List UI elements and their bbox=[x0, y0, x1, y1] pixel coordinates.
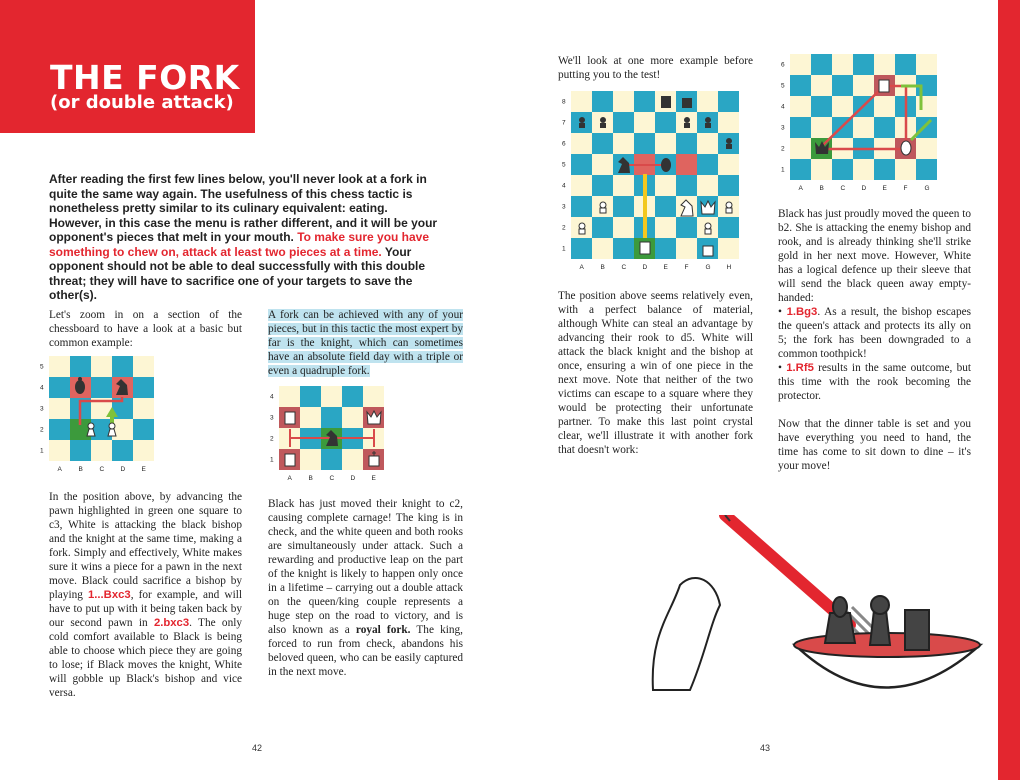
rank-label: 7 bbox=[562, 119, 566, 127]
board-square bbox=[571, 175, 592, 196]
board-square bbox=[342, 386, 363, 407]
board-4 bbox=[766, 50, 946, 200]
board-square bbox=[916, 117, 937, 138]
intro-highlight: To make sure you have something to chew on, attack at least two pieces at a time. bbox=[49, 230, 430, 259]
rank-label: 5 bbox=[562, 161, 566, 169]
board-square bbox=[49, 377, 70, 398]
board-square bbox=[571, 196, 592, 217]
rank-label: 2 bbox=[562, 224, 566, 232]
board-square bbox=[613, 175, 634, 196]
board-3-file-labels bbox=[580, 264, 732, 271]
board-square bbox=[916, 54, 937, 75]
file-label: A bbox=[57, 466, 62, 473]
board-square bbox=[655, 217, 676, 238]
board-square bbox=[832, 75, 853, 96]
rank-label: 2 bbox=[40, 426, 44, 434]
board-square bbox=[592, 91, 613, 112]
board-square bbox=[133, 440, 154, 461]
board-square bbox=[70, 356, 91, 377]
rank-label: 6 bbox=[781, 61, 785, 69]
board-square bbox=[718, 217, 739, 238]
board-square bbox=[655, 238, 676, 259]
file-label: E bbox=[663, 264, 668, 271]
rank-label: 3 bbox=[562, 203, 566, 211]
board-2-rank-labels bbox=[270, 394, 274, 464]
chess-pawn-icon bbox=[705, 223, 711, 234]
board-square bbox=[832, 159, 853, 180]
board-square bbox=[874, 117, 895, 138]
file-label: C bbox=[99, 466, 105, 473]
rank-label: 3 bbox=[270, 414, 274, 422]
board-square bbox=[697, 154, 718, 175]
board-square bbox=[91, 377, 112, 398]
chess-pawn-icon bbox=[600, 202, 606, 213]
rank-label: 1 bbox=[562, 245, 566, 253]
file-label: G bbox=[705, 264, 711, 271]
board-square bbox=[832, 96, 853, 117]
board-square bbox=[718, 238, 739, 259]
board-square bbox=[571, 154, 592, 175]
board-square bbox=[133, 419, 154, 440]
board-square bbox=[300, 407, 321, 428]
board-square bbox=[363, 386, 384, 407]
title-banner bbox=[0, 0, 255, 133]
board-square bbox=[91, 356, 112, 377]
board-square bbox=[49, 398, 70, 419]
black-pawn-drawing bbox=[870, 610, 890, 645]
board-4-rank-labels bbox=[781, 62, 785, 174]
file-label: B bbox=[308, 475, 313, 482]
right-col1-explanation: The position above seems relatively even, with a perfect balance of material, although White can steal an advantage by advancing their rook to d5. White will attack the black knight and the bishop at once, ensuring a win of one piece in the next move. Note that neither of the two victims can escape to a square where they would be protecting their unfortunate partner. To make this last point crystal clear, we'll illustrate it with another fork that doesn't work: bbox=[558, 290, 753, 456]
right-page bbox=[510, 0, 1020, 780]
board-square bbox=[811, 117, 832, 138]
board-square bbox=[571, 91, 592, 112]
rank-label: 4 bbox=[781, 103, 785, 111]
board-square bbox=[571, 238, 592, 259]
board-square bbox=[853, 117, 874, 138]
intro-text-2: Your opponent should not be able to deal successfully with this double threat; they will have to sacrifice one of your targets to save the other(s). bbox=[49, 244, 426, 302]
board-square bbox=[300, 386, 321, 407]
board-3-red-square bbox=[676, 154, 697, 175]
board-square bbox=[853, 159, 874, 180]
board-square bbox=[613, 112, 634, 133]
black-rook-drawing bbox=[905, 610, 929, 650]
board-3-rank-labels bbox=[562, 99, 566, 253]
board-square bbox=[676, 217, 697, 238]
rank-label: 2 bbox=[270, 435, 274, 443]
file-label: C bbox=[329, 475, 335, 482]
col2-explanation: Black has just moved their knight to c2, causing complete carnage! The king is in check, and the white queen and both rooks are simultaneously under attack. Such a rewarding and productive leap on the part of the knight is likely to happen only once in a lifetime – carrying out a double attack on the queen/king couple represents a huge step on the road to victory, and is also known as a royal fork. The king, forced to run from check, abandons his beloved queen, who can be easily captured in the next move. bbox=[268, 498, 464, 678]
board-square bbox=[916, 159, 937, 180]
board-square bbox=[112, 356, 133, 377]
board-square bbox=[342, 407, 363, 428]
board-square bbox=[874, 159, 895, 180]
board-square bbox=[811, 96, 832, 117]
file-label: D bbox=[120, 466, 126, 473]
board-square bbox=[49, 419, 70, 440]
file-label: B bbox=[78, 466, 83, 473]
rank-label: 5 bbox=[781, 82, 785, 90]
board-4-squares bbox=[790, 54, 937, 180]
board-square bbox=[613, 133, 634, 154]
page-number-right: 43 bbox=[760, 743, 771, 753]
board-square bbox=[592, 175, 613, 196]
board-square bbox=[790, 75, 811, 96]
board-square bbox=[916, 96, 937, 117]
board-square bbox=[853, 54, 874, 75]
board-square bbox=[811, 54, 832, 75]
chess-rook-icon bbox=[285, 454, 295, 466]
board-square bbox=[49, 440, 70, 461]
board-square bbox=[634, 91, 655, 112]
board-square bbox=[300, 449, 321, 470]
board-square bbox=[895, 159, 916, 180]
board-square bbox=[613, 196, 634, 217]
board-1-rank-labels bbox=[40, 364, 44, 455]
col1-explanation: In the position above, by advancing the pawn highlighted in green one square to c3, White is attacking the black bishop and the knight at the same time, making a fork. Simply and effectively, White makes sure it wins a piece for a pawn in the next move. Black could sacrifice a bishop by playing 1...Bxc3, for example, and will have to put up with it being taken back by our second pawn in 2.bxc3. The only cold comfort available to Black is being able to choose which piece they are going to lose; if Black moves the knight, White will gobble up Black's bishop and vice versa. bbox=[49, 491, 242, 699]
intro-text-1: After reading the first few lines below, you'll never look at a fork in quite the same way again. The usefulness of this chess tactic is nonetheless pretty similar to its culinary equivalent: eating. However, in this case the menu is rather different, and it will be your opponent's pieces that melt in your mouth. bbox=[49, 172, 438, 244]
board-square bbox=[874, 54, 895, 75]
chess-rook-icon bbox=[640, 242, 650, 254]
board-square bbox=[655, 133, 676, 154]
file-label: C bbox=[840, 185, 846, 192]
board-square bbox=[613, 238, 634, 259]
chess-rook-icon bbox=[661, 96, 671, 108]
file-label: C bbox=[621, 264, 627, 271]
board-square bbox=[916, 138, 937, 159]
board-square bbox=[133, 377, 154, 398]
file-label: E bbox=[141, 466, 146, 473]
board-square bbox=[790, 117, 811, 138]
board-square bbox=[112, 419, 133, 440]
board-square bbox=[49, 356, 70, 377]
rank-label: 4 bbox=[562, 182, 566, 190]
board-square bbox=[91, 440, 112, 461]
chess-bishop-icon bbox=[901, 141, 911, 155]
board-square bbox=[811, 159, 832, 180]
file-label: F bbox=[684, 264, 689, 271]
chess-pawn-icon bbox=[579, 223, 585, 234]
file-label: D bbox=[642, 264, 648, 271]
board-square bbox=[112, 440, 133, 461]
move-notation: 1...Bxc3 bbox=[87, 589, 131, 601]
file-label: A bbox=[287, 475, 292, 482]
board-square bbox=[676, 133, 697, 154]
rank-label: 1 bbox=[781, 166, 785, 174]
file-label: A bbox=[798, 185, 803, 192]
chess-king-icon bbox=[682, 98, 692, 108]
board-square bbox=[592, 133, 613, 154]
rank-label: 3 bbox=[781, 124, 785, 132]
move-notation: 1.Rf5 bbox=[786, 362, 814, 374]
board-square bbox=[321, 449, 342, 470]
board-square bbox=[790, 96, 811, 117]
board-3 bbox=[552, 88, 757, 283]
board-square bbox=[697, 133, 718, 154]
board-1 bbox=[36, 355, 176, 480]
board-square bbox=[697, 91, 718, 112]
rank-label: 1 bbox=[40, 447, 44, 455]
board-square bbox=[718, 175, 739, 196]
board-square bbox=[133, 398, 154, 419]
rank-label: 2 bbox=[781, 145, 785, 153]
board-square bbox=[571, 133, 592, 154]
move-notation: 1.Bg3 bbox=[786, 306, 818, 318]
file-label: A bbox=[579, 264, 584, 271]
file-label: E bbox=[882, 185, 887, 192]
board-square bbox=[321, 407, 342, 428]
royal-fork-term: royal fork. bbox=[355, 624, 411, 636]
board-square bbox=[133, 356, 154, 377]
board-square bbox=[718, 91, 739, 112]
white-knight-drawing bbox=[653, 578, 720, 690]
chapter-title: THE FORK bbox=[50, 58, 240, 97]
board-square bbox=[832, 54, 853, 75]
board-square bbox=[613, 91, 634, 112]
board-square bbox=[655, 175, 676, 196]
chess-pawn-icon bbox=[726, 202, 732, 213]
board-square bbox=[790, 54, 811, 75]
board-2-file-labels bbox=[288, 475, 377, 482]
chess-bishop-icon bbox=[661, 158, 671, 172]
board-square bbox=[697, 175, 718, 196]
board-square bbox=[718, 154, 739, 175]
intro-paragraph bbox=[49, 172, 441, 303]
board-2 bbox=[255, 385, 400, 490]
fork-bowl-illustration bbox=[650, 515, 990, 715]
rank-label: 4 bbox=[270, 393, 274, 401]
rank-label: 3 bbox=[40, 405, 44, 413]
board-square bbox=[342, 449, 363, 470]
rank-label: 1 bbox=[270, 456, 274, 464]
file-label: B bbox=[600, 264, 605, 271]
right-col2-text: Black has just proudly moved the queen to b2. She is attacking the enemy bishop and rook, and is already thinking she'll strike gold in her next move. However, White has a logical defence up their sleeve that will send the black queen away empty-handed: • 1.Bg3. As a result, the bishop escapes the queen's attack and protects its ally on 5; the fork has been downgraded to a common toothpick! • 1.Rf5 results in the same outcome, but this time with the rook becoming the protector. Now that the dinner table is set and you have everything you need to hand, the time has come to sit down to dine – it's your move! bbox=[778, 208, 972, 472]
file-label: H bbox=[726, 264, 732, 271]
col1-intro-text: Let's zoom in on a section of the chessboard to have a look at a basic but common example: bbox=[49, 309, 242, 349]
board-square bbox=[592, 154, 613, 175]
rank-label: 5 bbox=[40, 363, 44, 371]
board-square bbox=[634, 112, 655, 133]
board-square bbox=[676, 238, 697, 259]
col2-knight-text: A fork can be achieved with any of your pieces, but in this tactic the most expert by far is the knight, which can sometimes have an absolute field day with a triple or even a quadruple fork. bbox=[268, 309, 463, 377]
board-square bbox=[70, 440, 91, 461]
board-4-file-labels bbox=[799, 185, 930, 192]
chess-rook-icon bbox=[285, 412, 295, 424]
board-square bbox=[655, 112, 676, 133]
board-square bbox=[613, 217, 634, 238]
file-label: B bbox=[819, 185, 824, 192]
board-square bbox=[895, 54, 916, 75]
red-page-edge bbox=[998, 0, 1020, 780]
board-square bbox=[874, 96, 895, 117]
board-square bbox=[91, 419, 112, 440]
chess-king-icon bbox=[703, 246, 713, 256]
board-square bbox=[853, 75, 874, 96]
rank-label: 4 bbox=[40, 384, 44, 392]
move-notation: 2.bxc3 bbox=[153, 617, 190, 629]
board-square bbox=[676, 175, 697, 196]
file-label: D bbox=[350, 475, 356, 482]
board-1-squares bbox=[49, 356, 154, 461]
board-square bbox=[718, 112, 739, 133]
rank-label: 8 bbox=[562, 98, 566, 106]
right-col1-intro: We'll look at one more example before putting you to the test! bbox=[558, 55, 753, 81]
chess-rook-icon bbox=[879, 80, 889, 92]
board-square bbox=[279, 386, 300, 407]
board-square bbox=[655, 196, 676, 217]
board-square bbox=[592, 238, 613, 259]
page-number-left: 42 bbox=[252, 743, 263, 753]
file-label: D bbox=[861, 185, 867, 192]
board-square bbox=[592, 217, 613, 238]
board-square bbox=[790, 138, 811, 159]
board-square bbox=[790, 159, 811, 180]
file-label: F bbox=[903, 185, 908, 192]
board-1-file-labels bbox=[58, 466, 147, 473]
file-label: G bbox=[924, 185, 930, 192]
board-square bbox=[634, 133, 655, 154]
board-square bbox=[811, 75, 832, 96]
chapter-subtitle: (or double attack) bbox=[50, 92, 234, 113]
board-square bbox=[321, 386, 342, 407]
file-label: E bbox=[371, 475, 376, 482]
rank-label: 6 bbox=[562, 140, 566, 148]
